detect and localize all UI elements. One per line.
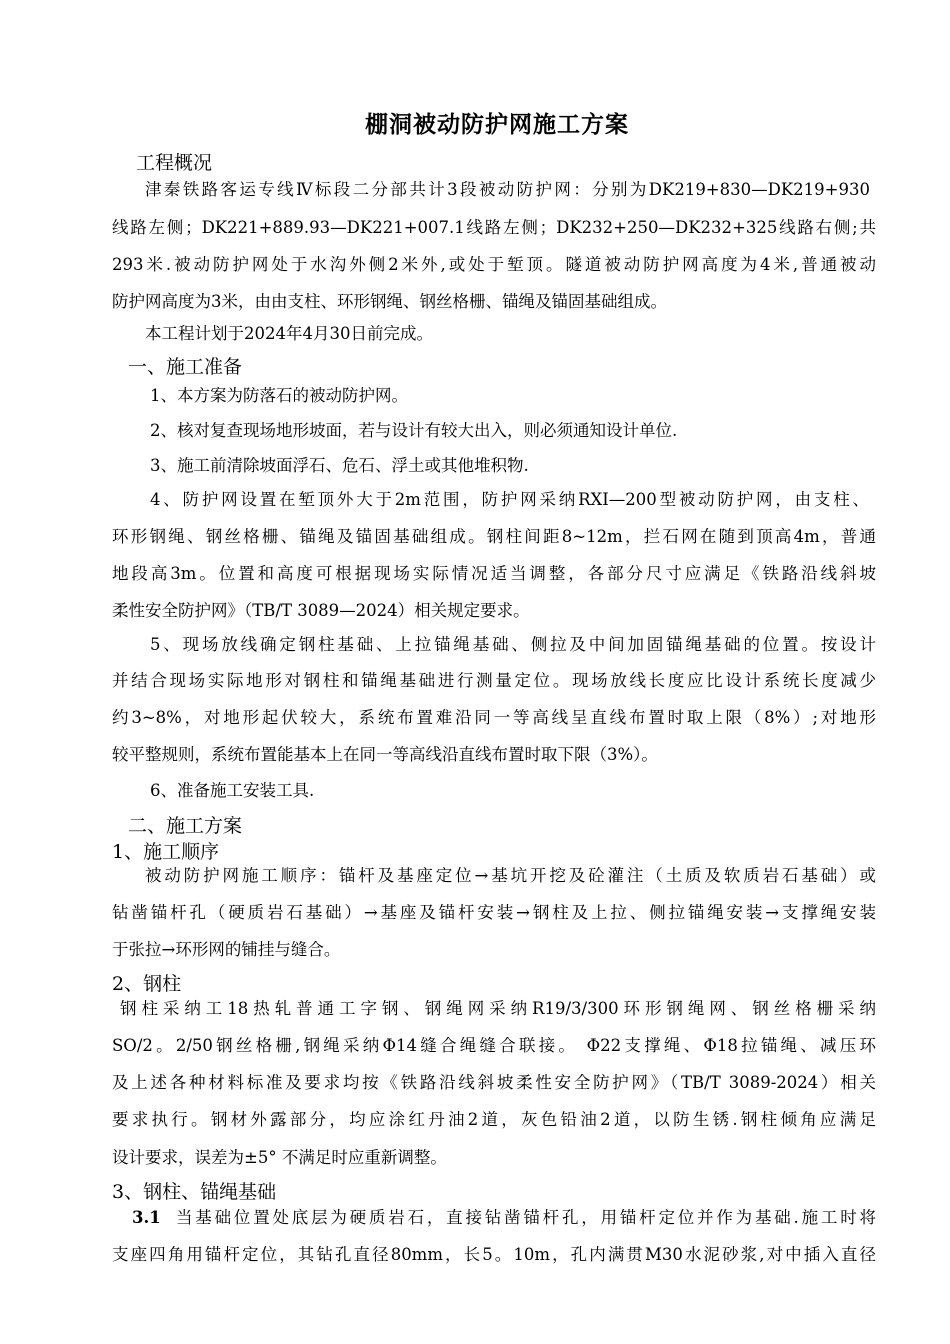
section2-heading: 二、施工方案 xyxy=(128,815,243,837)
prep-item-5-line-1: 5、现场放线确定钢柱基础、上拉锚绳基础、侧拉及中间加固锚绳基础的位置。按设计 xyxy=(150,635,876,654)
prep-item-4-line-3: 地段高3m。位置和高度可根据现场实际情况适当调整，各部分尺寸应满足《铁路沿线斜坡 xyxy=(112,564,876,583)
prep-item-3: 3、施工前清除坡面浮石、危石、浮土或其他堆积物. xyxy=(150,456,529,475)
prep-item-4-line-2: 环形钢绳、钢丝格栅、锚绳及锚固基础组成。钢柱间距8~12m，拦石网在随到顶高4m，普通 xyxy=(112,527,876,546)
plan-line: 本工程计划于2024年4月30日前完成。 xyxy=(145,324,433,343)
sub3-number: 3.1 xyxy=(132,1208,161,1227)
prep-item-5-line-2: 并结合现场实际地形对钢柱和锚绳基础进行测量定位。现场放线长度应比设计系统长度减少 xyxy=(112,671,876,690)
overview-line-1: 津秦铁路客运专线Ⅳ标段二分部共计3段被动防护网：分别为DK219+830—DK219+930 xyxy=(145,180,870,199)
sub2-line-3: 及上述各种材料标准及要求均按《铁路沿线斜坡柔性安全防护网》（TB/T 3089-2024）相关 xyxy=(112,1073,876,1092)
sub1-line-3: 于张拉→环形网的铺挂与缝合。 xyxy=(112,940,341,959)
overview-heading: 工程概况 xyxy=(136,152,213,174)
sub1-line-1: 被动防护网施工顺序：锚杆及基座定位→基坑开挖及砼灌注（土质及软质岩石基础）或 xyxy=(145,866,876,885)
prep-item-5-line-4: 较平整规则，系统布置能基本上在同一等高线沿直线布置时取下限（3%）。 xyxy=(112,745,658,764)
sub1-heading: 1、施工顺序 xyxy=(112,841,220,863)
sub2-heading: 2、钢柱 xyxy=(112,973,182,995)
sub2-line-1: 钢柱采纳工18热轧普通工字钢、钢绳网采纳R19/3/300环形钢绳网、钢丝格栅采纳 xyxy=(120,999,876,1018)
section1-heading: 一、施工准备 xyxy=(128,356,243,378)
prep-item-4-line-4: 柔性安全防护网》（TB/T 3089—2024）相关规定要求。 xyxy=(112,601,530,620)
document-title: 棚洞被动防护网施工方案 xyxy=(365,112,629,138)
overview-line-2: 线路左侧；DK221+889.93—DK221+007.1线路左侧；DK232+250—DK232+325线路右侧;共 xyxy=(112,218,876,237)
sub2-line-2: SO/2。2/50钢丝格栅,钢绳采纳Φ14缝合绳缝合联接。 Φ22支撑绳、Φ18拉锚绳、减压环 xyxy=(112,1036,876,1055)
sub1-line-2: 钻凿锚杆孔（硬质岩石基础）→基座及锚杆安装→钢柱及上拉、侧拉锚绳安装→支撑绳安装 xyxy=(112,903,876,922)
sub2-line-4: 要求执行。钢材外露部分，均应涂红丹油2道，灰色铅油2道，以防生锈.钢柱倾角应满足 xyxy=(112,1110,876,1129)
sub3-line-1: 当基础位置处底层为硬质岩石，直接钻凿锚杆孔，用锚杆定位并作为基础.施工时将 xyxy=(176,1208,876,1227)
sub2-line-5: 设计要求，误差为±5° 不满足时应重新调整。 xyxy=(112,1148,447,1167)
prep-item-4-line-1: 4、防护网设置在堑顶外大于2m范围，防护网采纳RXI—200型被动防护网，由支柱、 xyxy=(150,490,869,509)
prep-item-1: 1、本方案为防落石的被动防护网。 xyxy=(150,386,408,405)
prep-item-5-line-3: 约3~8%，对地形起伏较大，系统布置难沿同一等高线呈直线布置时取上限（8%）;对地形 xyxy=(112,708,876,727)
sub3-line-2: 支座四角用锚杆定位，其钻孔直径80mm，长5。10m，孔内满贯M30水泥砂浆,对中插入直径 xyxy=(112,1245,876,1264)
overview-line-4: 防护网高度为3米，由由支柱、环形钢绳、钢丝格栅、锚绳及锚固基础组成。 xyxy=(112,292,667,311)
sub3-heading: 3、钢柱、锚绳基础 xyxy=(112,1181,277,1203)
overview-line-3: 293米.被动防护网处于水沟外侧2米外,或处于堑顶。隧道被动防护网高度为4米,普通被动 xyxy=(112,255,876,274)
prep-item-6: 6、准备施工安装工具. xyxy=(150,781,315,800)
prep-item-2: 2、核对复查现场地形坡面，若与设计有较大出入，则必须通知设计单位. xyxy=(150,421,678,440)
